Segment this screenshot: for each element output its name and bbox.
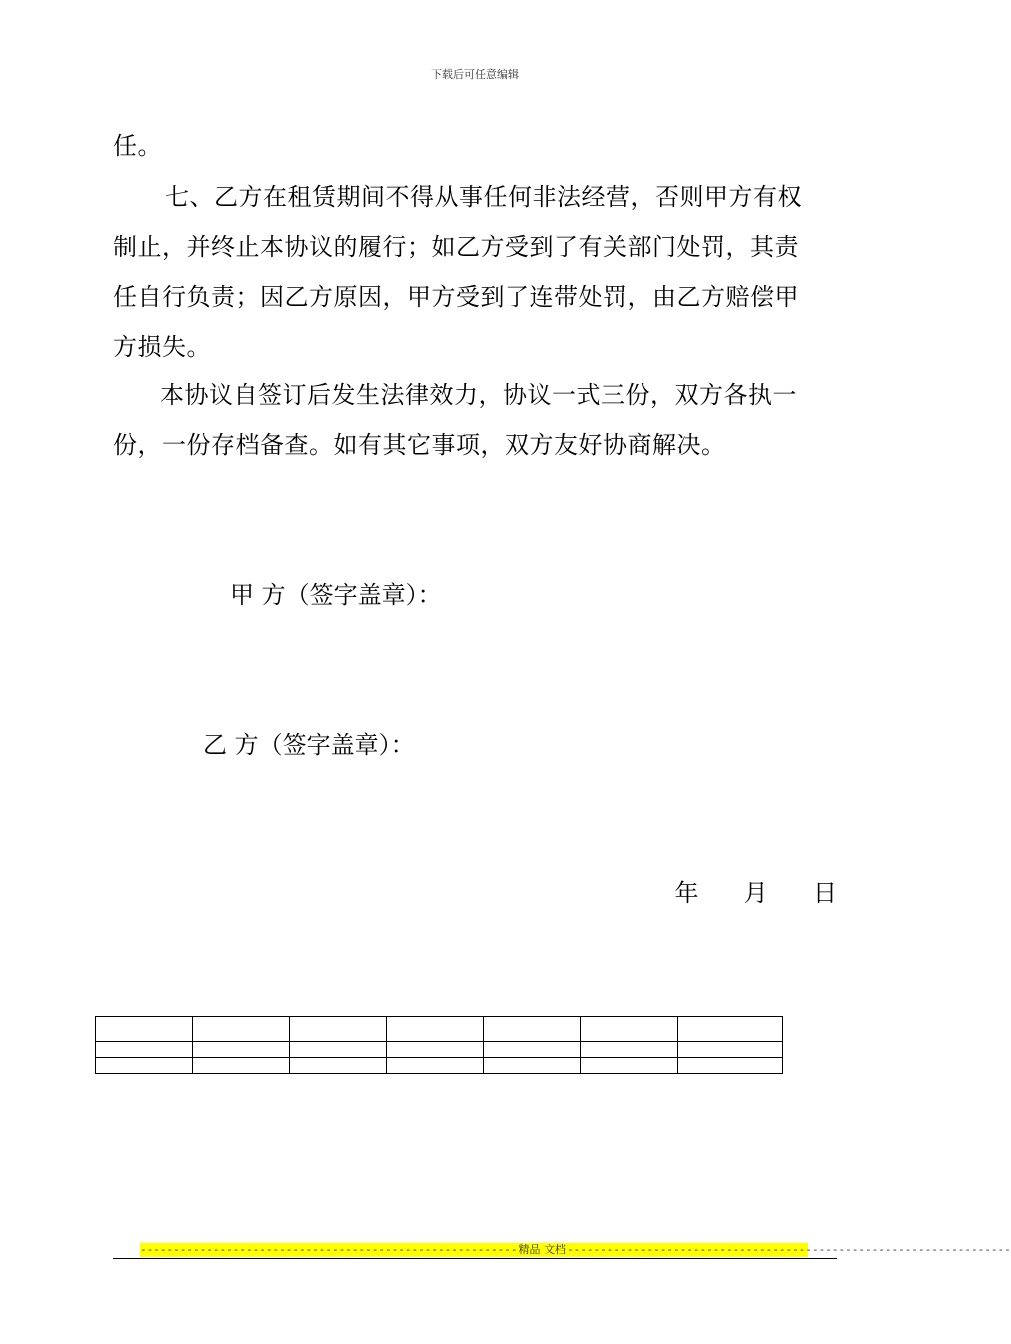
table-cell — [678, 1058, 783, 1074]
footer-dashes-left: --------------------------------------------------------- — [140, 1243, 518, 1256]
table-cell — [581, 1058, 678, 1074]
date-year: 年 — [674, 879, 699, 907]
table-cell — [290, 1042, 387, 1058]
paragraph-line: 方损失。 — [113, 333, 211, 361]
table-cell — [96, 1042, 193, 1058]
table-cell — [484, 1042, 581, 1058]
table-cell — [290, 1058, 387, 1074]
blank-table — [95, 1016, 783, 1074]
table-cell — [96, 1058, 193, 1074]
table-cell — [387, 1058, 484, 1074]
table-cell — [581, 1042, 678, 1058]
footer-label: 精品 文档 — [518, 1243, 566, 1256]
table-row — [96, 1017, 783, 1042]
table-cell — [484, 1058, 581, 1074]
footer-dashes-right: ------------------------------------------------------------------- — [567, 1243, 1011, 1256]
table-cell — [193, 1042, 290, 1058]
table-cell — [290, 1017, 387, 1042]
header-note: 下载后可任意编辑 — [431, 68, 519, 81]
table-row — [96, 1042, 783, 1058]
paragraph-line: 任自行负责；因乙方原因，甲方受到了连带处罚，由乙方赔偿甲 — [113, 283, 799, 311]
date-line — [674, 878, 837, 908]
footer-banner — [140, 1243, 1011, 1257]
table-cell — [96, 1017, 193, 1042]
table-cell — [581, 1017, 678, 1042]
footer-divider — [113, 1258, 837, 1259]
paragraph-line: 份，一份存档备查。如有其它事项，双方友好协商解决。 — [113, 431, 726, 459]
paragraph-line: 任。 — [113, 132, 162, 160]
paragraph-line: 制止，并终止本协议的履行；如乙方受到了有关部门处罚，其责 — [113, 233, 799, 261]
paragraph-line: 七、乙方在租赁期间不得从事任何非法经营，否则甲方有权 — [165, 183, 802, 211]
party-a-signature-label: 甲 方（签字盖章）： — [230, 581, 442, 609]
table-cell — [193, 1017, 290, 1042]
table-cell — [387, 1042, 484, 1058]
date-day: 日 — [813, 879, 837, 907]
paragraph-line: 本协议自签订后发生法律效力，协议一式三份，双方各执一 — [160, 381, 797, 409]
table-cell — [484, 1017, 581, 1042]
table-cell — [193, 1058, 290, 1074]
party-b-signature-label: 乙 方（签字盖章）： — [203, 731, 415, 759]
table-cell — [387, 1017, 484, 1042]
table-cell — [678, 1017, 783, 1042]
date-month: 月 — [743, 879, 768, 907]
table-cell — [678, 1042, 783, 1058]
table-row — [96, 1058, 783, 1074]
